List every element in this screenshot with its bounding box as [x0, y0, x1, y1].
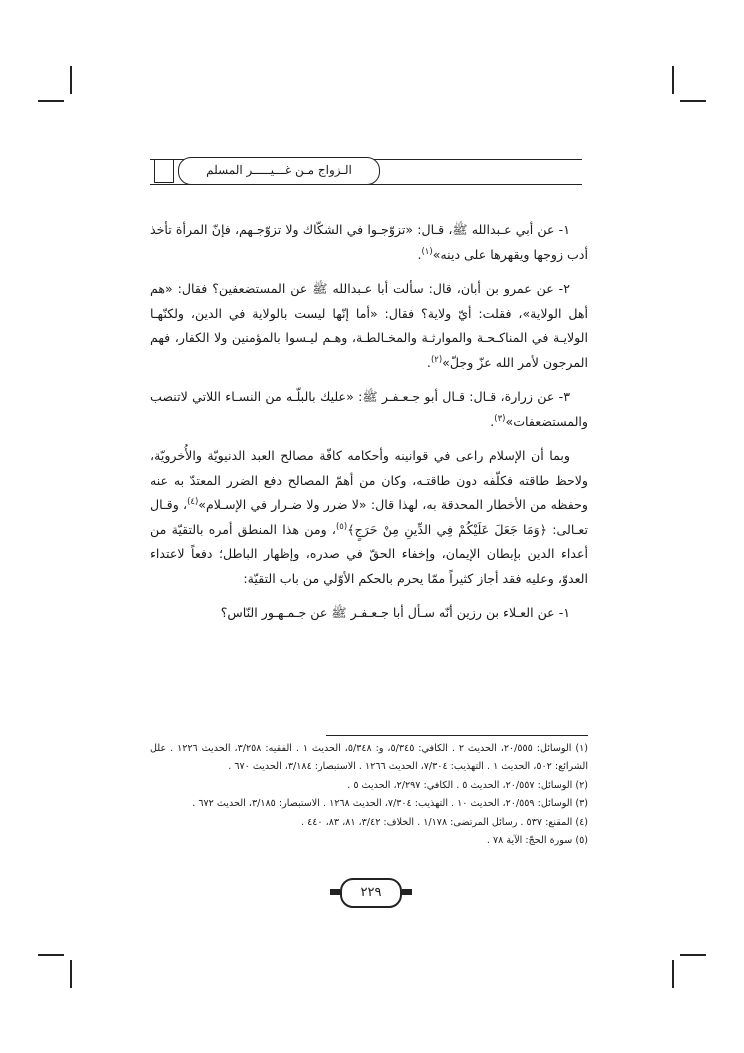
paragraph-5: ١- عن العـلاء بن رزين أنّه سـأل أبا جـعـفـر ﷺ عن جـمـهـور النّاس؟ [220, 605, 570, 620]
footnote-3: (٣) الوسائل: ٢٠/٥٥٩، الحديث ١٠ . التهذيب: ٧/٣٠٤، الحديث ١٢٦٨ . الاستبصار: ٣/١٨٥، الحديث ٦٧٢ . [192, 798, 588, 810]
footnote-ref: (٢) [430, 354, 443, 365]
book-page [150, 150, 588, 910]
running-header [150, 155, 588, 187]
footnote-ref: (٥) [335, 521, 348, 532]
footnote-separator [326, 735, 588, 736]
footnote-5: (٥) سورة الحجّ: الآية ٧٨ . [486, 835, 588, 847]
paragraph-3: ٣- عن زرارة، قـال: قـال أبو جـعـفـر ﷺ: «عليك بالبلّـه من النسـاء اللاتي لاتنصب والمستضعفات»$^{(٣)}$. [150, 389, 588, 429]
footnote-ref: (١) [421, 246, 433, 257]
paragraph-2: ٢- عن عمرو بن أبان، قال: سألت أبا عـبدالله ﷺ عن المستضعفين؟ فقال: «هم أهل الولاية»، فقلت: أيّ ولاية؟ فقال: «أما إنّها ليست بالولاية في الدين، ولكنّهـا الولايـة في المناكـحـة والموارثـة والمخـالطـة، وهـم ليـسوا بالمؤمنين ولا الكفار، فهم المرجون لأمر الله عزّ وجلّ»$^{(٢)}$. [150, 281, 588, 370]
crop-mark [38, 954, 64, 956]
main-text [150, 218, 588, 636]
crop-mark [680, 954, 706, 956]
crop-mark [70, 960, 72, 988]
crop-mark [38, 100, 64, 102]
page-number: ٢٢٩ [340, 878, 402, 908]
footnote-4: (٤) المقنع: ٥٣٧ . رسائل المرتضى: ١/١٧٨ . الخلاف: ٣/٤٢، ٨١، ٨٣، ٤٤٠ . [300, 816, 588, 828]
crop-mark [70, 66, 72, 94]
footnote-ref: (٤) [187, 496, 199, 507]
footnotes [150, 740, 588, 850]
paragraph-4: وبما أن الإسلام راعى في قوانينه وأحكامه كافّة مصالح العبد الدنيويّة والأُخرويّة، ولاحظ طاقته فكلّفه دون طاقتـه، وكان من أهمّ المصالح دفع الضرر المعتدّ به عنه وحفظه من الأخطار المحدقة به، لهذا قال: «لا ضرر ولا ضـرار في الإسـلام»$^{(٤)}$، وقـال تعـالى: ﴿وَمَا جَعَلَ عَلَيْكُمْ فِي الدِّينِ مِنْ حَرَجٍ﴾$^{(٥)}$، ومن هذا المنطق أمره بالتقيّة من أعداء الدين بإبطان الإيمان، وإخفاء الحقّ في صدره، وإظهار الباطل؛ دفعاً لاعتداء العدوّ، وعليه فقد أجاز كثيراً ممّا يحرم بالحكم الأوّلي من باب التقيّة: [150, 448, 588, 586]
crop-mark [672, 960, 674, 988]
header-title: الـزواج مـن غـــيـــــر المسلم [178, 157, 380, 185]
crop-mark [680, 100, 706, 102]
footnote-ref: (٣) [494, 413, 506, 424]
paragraph-1: ١- عن أبي عـبدالله ﷺ، قـال: «تزوّجـوا في الشكّاك ولا تزوّجـهم، فإنّ المرأة تأخذ أدب زوجها ويقهرها على دينه»$^{(١)}$. [150, 222, 588, 262]
footnote-1: (١) الوسائل: ٢٠/٥٥٥، الحديث ٢ . الكافي: ٥/٣٤٥، و: ٥/٣٤٨، الحديث ١ . الفقيه: ٣/٢٥٨، الحديث ١٢٢٦ . علل الشرائع: ٥٠٢، الحديث ١ . التهذيب: ٧/٣٠٤، الحديث ١٢٦٦ . الاستبصار: ٣/١٨٤، الحديث ٦٧٠ . [150, 743, 588, 773]
crop-mark [672, 66, 674, 94]
header-ornament [154, 159, 174, 183]
footnote-2: (٢) الوسائل: ٢٠/٥٥٧، الحديث ٥ . الكافي: ٢/٢٩٧، الحديث ٥ . [347, 779, 588, 791]
